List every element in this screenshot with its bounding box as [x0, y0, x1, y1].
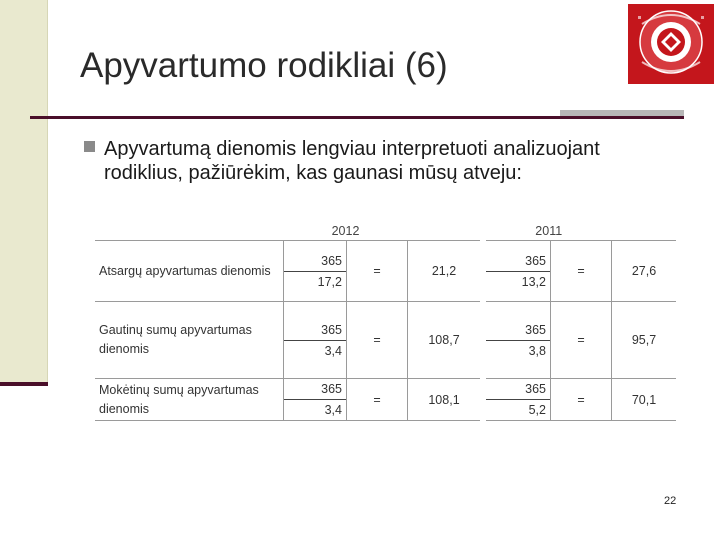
row-label: Atsargų apyvartumas dienomis — [95, 241, 284, 302]
bullet-text: Apyvartumą dienomis lengviau interpretuoti analizuojant rodiklius, pažiūrėkim, kas gaunasi mūsų atveju: — [104, 138, 600, 184]
fraction — [486, 241, 551, 302]
numerator: 365 — [486, 381, 550, 400]
left-accent-bar — [0, 0, 48, 384]
equals-sign: = — [347, 241, 408, 302]
table-row — [95, 379, 480, 421]
fraction — [486, 302, 551, 379]
equals-sign: = — [551, 241, 612, 302]
page-number: 22 — [664, 495, 677, 507]
turnover-table-2012 — [95, 221, 480, 421]
row-label: Mokėtinų sumų apyvartumas dienomis — [95, 379, 284, 421]
denominator: 3,4 — [324, 343, 342, 358]
year-header-2012: 2012 — [284, 221, 408, 241]
numerator: 365 — [486, 322, 550, 341]
left-accent-bar-foot — [0, 382, 48, 386]
table-row — [486, 302, 676, 379]
fraction — [486, 379, 551, 421]
fraction — [284, 379, 347, 421]
bullet-item — [84, 137, 684, 185]
denominator: 3,4 — [324, 403, 342, 417]
denominator: 17,2 — [317, 274, 342, 289]
fraction — [284, 241, 347, 302]
table-row — [486, 379, 676, 421]
row-label: Gautinų sumų apyvartumas dienomis — [95, 302, 284, 379]
numerator: 365 — [486, 253, 550, 272]
university-seal-icon — [628, 4, 714, 84]
table-row — [486, 241, 676, 302]
result-value: 108,7 — [408, 302, 481, 379]
fraction — [284, 302, 347, 379]
equals-sign: = — [551, 379, 612, 421]
equals-sign: = — [551, 302, 612, 379]
numerator: 365 — [284, 322, 346, 341]
numerator: 365 — [284, 381, 346, 400]
result-value: 108,1 — [408, 379, 481, 421]
result-value: 21,2 — [408, 241, 481, 302]
square-bullet-icon — [84, 141, 95, 152]
denominator: 5,2 — [528, 403, 546, 417]
turnover-table-2011 — [486, 221, 676, 421]
year-header-2011: 2011 — [486, 221, 612, 241]
slide-title: Apyvartumo rodikliai (6) — [80, 46, 448, 85]
denominator: 3,8 — [528, 343, 546, 358]
equals-sign: = — [347, 379, 408, 421]
equals-sign: = — [347, 302, 408, 379]
title-rule — [30, 116, 684, 119]
denominator: 13,2 — [521, 274, 546, 289]
result-value: 95,7 — [612, 302, 677, 379]
numerator: 365 — [284, 253, 346, 272]
table-row — [95, 302, 480, 379]
result-value: 70,1 — [612, 379, 677, 421]
result-value: 27,6 — [612, 241, 677, 302]
table-row — [95, 241, 480, 302]
